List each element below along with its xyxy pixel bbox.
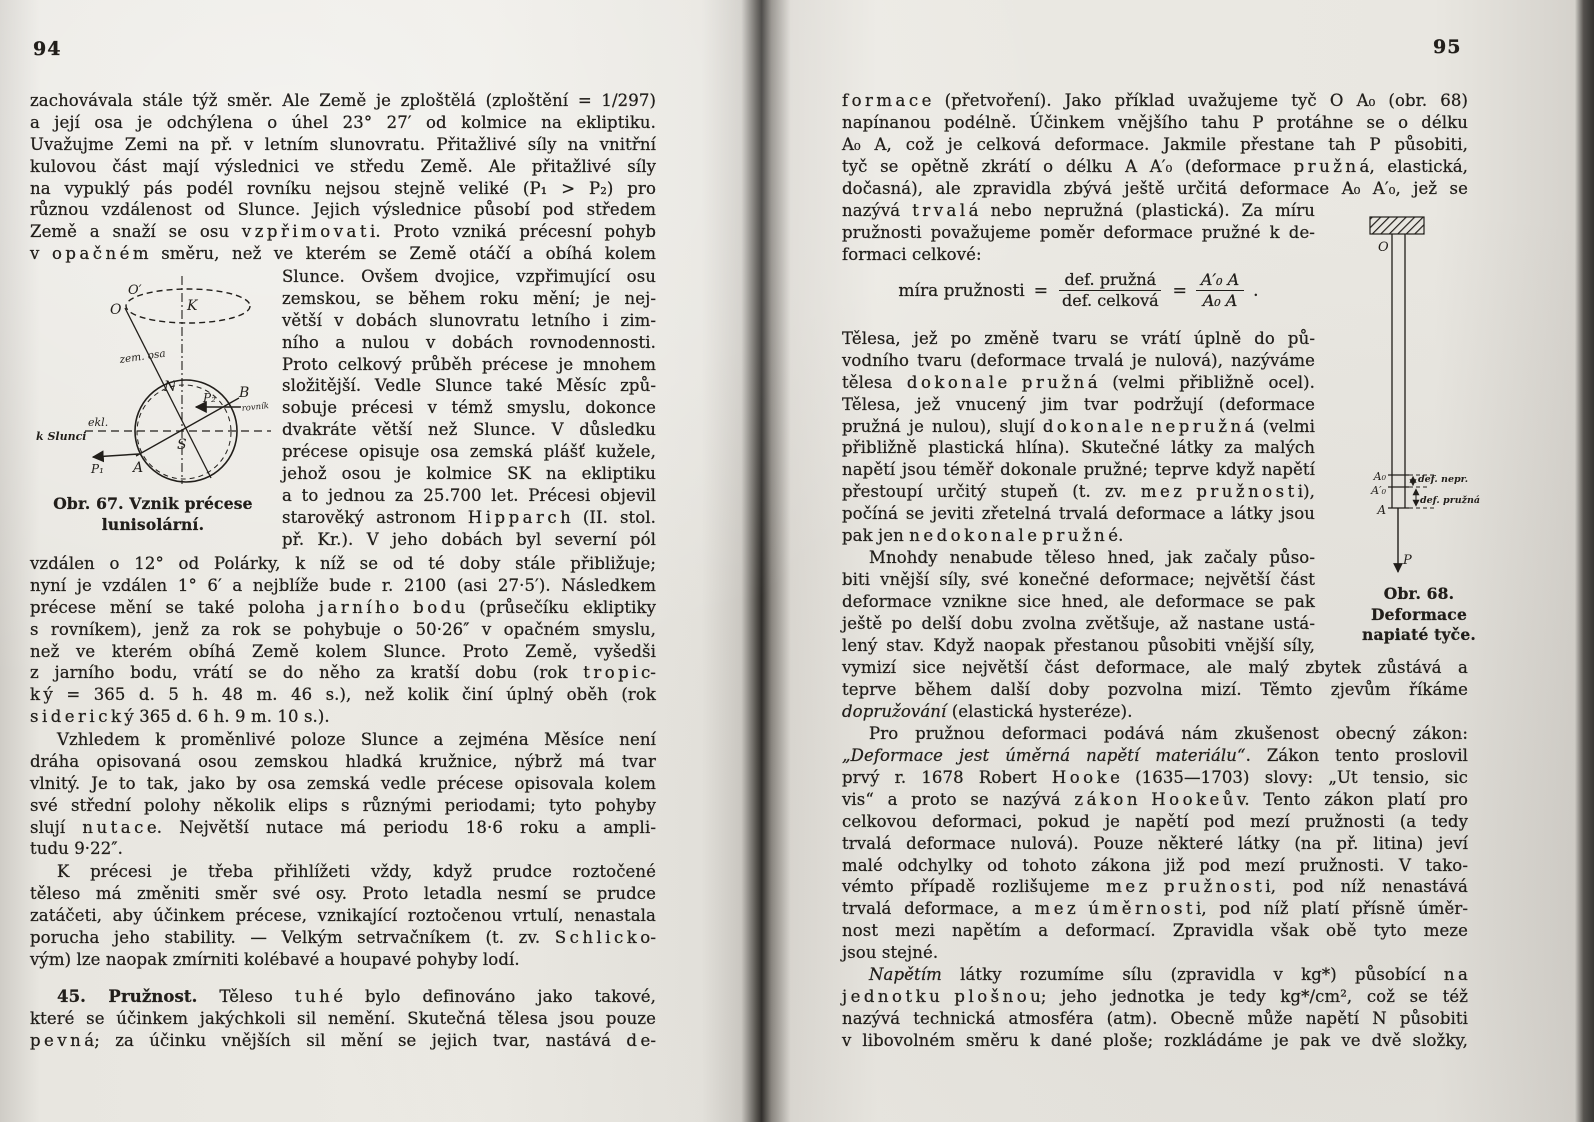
text-line: lunisolární. bbox=[101, 514, 205, 534]
text-line: přestoupí určitý stupeň (t. zv. m e z p r u ž n o s t i), bbox=[842, 482, 1315, 502]
fig67-label-b: B bbox=[239, 385, 250, 401]
text-line: Obr. 67. Vznik précese bbox=[53, 494, 253, 513]
text-line: starověký astronom H i p p a r c h (II. stol. bbox=[282, 507, 656, 527]
text-line: napínanou podélně. Účinkem vnějšího tahu P protáhne se o délku bbox=[842, 112, 1468, 132]
paragraph-delayed-deformation-narrow bbox=[842, 547, 1315, 656]
formula-denominator-def: def. celková bbox=[1061, 291, 1159, 310]
text-line bbox=[842, 745, 1468, 767]
text-line: tyč se opětně zkrátí o délku A A′₀ (deformace p r u ž n á, elastická, bbox=[842, 156, 1468, 176]
text-line: v o p a č n é m směru, než ve kterém se Země otáčí a obíhá kolem bbox=[30, 244, 656, 264]
fig67-label-o-prime: O′ bbox=[128, 283, 142, 298]
text-line: než ve kterém obíhá Země kolem Slunce. Proto Země, vyšedši bbox=[30, 641, 656, 661]
text-line: f o r m a c e (přetvoření). Jako příklad uvažujeme tyč O A₀ (obr. 68) bbox=[842, 91, 1468, 110]
text-line: trvalá deformace, a m e z ú m ě r n o s t i, pod níž platí přísně úměr- bbox=[842, 899, 1468, 919]
text-line: Pro pružnou deformaci podává nám zkušenost obecný zákon: bbox=[869, 724, 1468, 743]
text-line: nazývá technická atmosféra (atm). Obecně může napětí N působiti bbox=[842, 1008, 1468, 1028]
text-line: pružná je nulou), slují d o k o n a l e n e p r u ž n á (velmi bbox=[842, 416, 1315, 436]
text-line: př. Kr.). V jeho dobách byl severní pól bbox=[282, 529, 656, 549]
text-line: napiaté tyče. bbox=[1362, 625, 1476, 644]
section-heading-rest: Těleso t u h é bylo definováno jako takové, bbox=[197, 987, 657, 1006]
text-line: précese opisuje osa zemská plášť kužele, bbox=[282, 442, 656, 462]
force-p1-arrow bbox=[93, 454, 139, 457]
text-line: vzdálen o 12° od Polárky, k níž se od té doby stále přibližuje; bbox=[30, 554, 656, 573]
text-line: zachovávala stále týž směr. Ale Země je zploštělá (zploštění = 1/297) bbox=[30, 91, 656, 110]
fig67-label-n: N bbox=[164, 379, 177, 395]
text-line: jsou stejné. bbox=[842, 943, 939, 963]
text-line: zatáčeti, aby účinkem précese, vznikající roztočenou vrtulí, nenastala bbox=[30, 905, 656, 925]
fig67-label-equator: rovník bbox=[241, 401, 270, 414]
text-line: nazývá t r v a l á nebo nepružná (plastická). Za míru bbox=[842, 201, 1315, 220]
fig67-label-a: A bbox=[133, 460, 144, 476]
paragraph-deformation-narrow bbox=[842, 200, 1315, 266]
paragraph-deformation-full bbox=[842, 90, 1468, 199]
fig68-label-p: P bbox=[1403, 553, 1412, 568]
text-line: dvakráte větší než Slunce. V důsledku bbox=[282, 420, 656, 440]
text-line: slují n u t a c e. Největší nutace má periodu 18·6 roku a ampli- bbox=[30, 817, 656, 837]
fig68-label-o: O bbox=[1378, 240, 1389, 255]
paragraph-hooke-line1 bbox=[842, 723, 1468, 745]
paragraph-gyroscope bbox=[30, 861, 656, 970]
text-line: a to jednou za 25.700 let. Précesi objevil bbox=[282, 485, 656, 505]
text-line: Tělesa, jež po změně tvaru se vrátí úplně do pů- bbox=[842, 329, 1315, 348]
text-line: vymizí sice největší část deformace, ale malý zbytek zůstává a bbox=[842, 658, 1468, 677]
text-line: lený stav. Když naopak přestanou působiti vnější síly, bbox=[842, 635, 1315, 655]
text-line: složitější. Vedle Slunce také Měsíc způ- bbox=[282, 376, 656, 396]
text-line: těleso má změniti směr své osy. Proto letadla nesmí se prudce bbox=[30, 883, 656, 903]
fig68-label-def-nepr: def. nepr. bbox=[1418, 474, 1469, 485]
term-napetim: Napětím bbox=[869, 965, 942, 984]
text-line: dráha opisovaná osou zemskou hladká kružnice, nýbrž má tvar bbox=[30, 751, 656, 771]
earth-inner-dashed bbox=[137, 385, 231, 479]
text-line: z jarního bodu, vrátí se do něho za kratší dobu (rok t r o p i c- bbox=[30, 663, 656, 683]
text-line: p e v n á; za účinku vnějších sil mění se jejich tvar, nastává d e- bbox=[30, 1030, 656, 1050]
text-line: ještě po delší dobu zvolna zvětšuje, až nastane ustá- bbox=[842, 613, 1315, 633]
paragraph-hysteresis-lastline bbox=[842, 701, 1468, 723]
text-line: k ý = 365 d. 5 h. 48 m. 46 s.), než kolik činí úplný oběh (rok bbox=[30, 685, 656, 705]
paragraph-perfectly-elastic bbox=[842, 328, 1315, 547]
paragraph-nutation bbox=[30, 729, 656, 860]
ceiling-block bbox=[1370, 217, 1424, 234]
paragraph-delayed-deformation-full bbox=[842, 657, 1468, 701]
text-line: zemskou, se během roku mění; je nej- bbox=[282, 288, 656, 308]
elasticity-formula bbox=[842, 270, 1315, 311]
text-line: pružnosti považujeme poměr deformace pružné k de- bbox=[842, 222, 1315, 242]
section-heading: 45. Pružnost. bbox=[57, 987, 198, 1006]
hooke-law-rest: . Zákon tento proslovil bbox=[1245, 746, 1468, 765]
figure-67 bbox=[28, 270, 278, 535]
text-line: Vzhledem k proměnlivé poloze Slunce a zejména Měsíce není bbox=[57, 730, 656, 749]
text-line: a její osa je odchýlena o úhel 23° 27′ od kolmice na ekliptiku. bbox=[30, 112, 656, 132]
text-line: deformace vznikne sice hned, ale deformace se pak bbox=[842, 591, 1315, 611]
paragraph-hooke-rest bbox=[842, 767, 1468, 964]
text-line: K précesi je třeba přihlížeti vždy, když prudce roztočené bbox=[57, 862, 656, 881]
text-line: porucha jeho stability. — Velkým setrvačníkem (t. zv. S c h l i c k o- bbox=[30, 927, 656, 947]
figure-68 bbox=[1355, 208, 1490, 646]
text-line: Mnohdy nenabude těleso hned, jak začaly půso- bbox=[869, 548, 1315, 567]
fig68-label-def-pruzna: def. pružná bbox=[1420, 495, 1481, 506]
text-line: vis“ a proto se nazývá z á k o n H o o k e ů v. Tento zákon platí pro bbox=[842, 789, 1468, 809]
fig67-label-s: S bbox=[177, 437, 187, 453]
formula-equals: = bbox=[1172, 280, 1187, 301]
text-line: přibližně plastická hlína). Skutečné látky za malých bbox=[842, 438, 1315, 458]
text-line: nyní je vzdálen 1° 6′ a nejblíže bude r. 2100 (asi 27·5′). Následkem bbox=[30, 575, 656, 595]
figure-68-caption bbox=[1345, 584, 1493, 646]
text-line: které se účinkem jakýchkoli sil nemění. Skutečná tělesa jsou pouze bbox=[30, 1009, 656, 1028]
fig67-label-p1: P₁ bbox=[91, 462, 104, 476]
text-line: A₀ A, což je celková deformace. Jakmile přestane tah P působiti, bbox=[842, 134, 1468, 154]
paragraph-elasticity-intro bbox=[30, 1008, 656, 1052]
text-line: kulovou část mají výslednici ve středu Země. Ale přitažlivé síly bbox=[30, 156, 656, 176]
fig67-label-axis: zem. osa bbox=[118, 347, 167, 366]
page-number-left: 94 bbox=[33, 38, 62, 60]
text-line: tělesa d o k o n a l e p r u ž n á (velmi přibližně ocel). bbox=[842, 372, 1315, 392]
text-line: Obr. 68. bbox=[1383, 584, 1455, 603]
formula-fraction-def bbox=[1057, 270, 1164, 311]
figure-67-diagram bbox=[28, 270, 278, 490]
paragraph-pole-motion bbox=[30, 553, 656, 728]
text-line: trvalá deformace nulová). Pouze některé látky (na př. litina) jeví bbox=[842, 833, 1468, 853]
text-line: Uvažujme Zemi na př. v letním slunovratu. Přitažlivé síly na vnitřní bbox=[30, 134, 656, 154]
text-line bbox=[30, 986, 656, 1008]
fig68-label-a0-prime: A′₀ bbox=[1371, 484, 1386, 497]
fig67-label-to-sun: k Slunci bbox=[36, 430, 87, 443]
text-line: počíná se jeviti zřetelná trvalá deformace a látky jsou bbox=[842, 504, 1315, 524]
text-line bbox=[842, 964, 1468, 986]
text-line: j e d n o t k u p l o š n o u; jeho jednotka je tedy kg*/cm², což se též bbox=[842, 987, 1468, 1006]
fig67-label-k: K bbox=[187, 298, 198, 314]
text-line: v libovolném směru k dané ploše; rozkládáme je pak ve dvě složky, bbox=[842, 1030, 1468, 1050]
text-line: napětí jsou téměř dokonale pružné; teprve když napětí bbox=[842, 460, 1315, 480]
text-line: biti vnější síly, své konečné deformace; největší část bbox=[842, 569, 1315, 589]
text-line: précese mění se také poloha j a r n í h o b o d u (průsečíku ekliptiky bbox=[30, 597, 656, 617]
paragraph-stress-line1 bbox=[842, 964, 1468, 986]
text-line: své střední polohy několik elips s různými periodami; tyto pohyby bbox=[30, 795, 656, 815]
hysteresis-rest: (elastická hysteréze). bbox=[946, 702, 1133, 721]
text-line: vým) lze naopak zmírniti kolébavé a houpavé pohyby lodí. bbox=[30, 949, 520, 969]
text-line: s i d e r i c k ý 365 d. 6 h. 9 m. 10 s.). bbox=[30, 707, 330, 727]
text-line: různou vzdálenost od Slunce. Jejich výslednice působí pod středem bbox=[30, 200, 656, 220]
text-line bbox=[842, 701, 1468, 723]
fig67-label-o: O bbox=[110, 302, 122, 318]
text-line: Země a snaží se osu v z p ř i m o v a t i. Proto vzniká précesní pohyb bbox=[30, 222, 656, 242]
text-line: prvý r. 1678 Robert H o o k e (1635—1703) slovy: „Ut tensio, sic bbox=[842, 768, 1468, 787]
figure-67-caption bbox=[28, 494, 278, 535]
paragraph-stress-rest bbox=[842, 986, 1468, 1052]
text-line: nost mezi napětím a deformací. Zpravidla však obě tyto meze bbox=[842, 921, 1468, 941]
fig68-label-a: A bbox=[1377, 503, 1386, 517]
section-45-heading-line bbox=[30, 986, 656, 1008]
text-line: vodního tvaru (deformace trvalá je nulová), nazýváme bbox=[842, 350, 1315, 370]
text-line: vlnitý. Je to tak, jako by osa zemská vedle précese opisovala kolem bbox=[30, 773, 656, 793]
figure-68-diagram bbox=[1355, 208, 1490, 580]
fig67-label-ekl: ekl. bbox=[88, 416, 109, 429]
hooke-law-quote: „Deformace jest úměrná napětí materiálu“ bbox=[842, 746, 1246, 765]
text-line: Deformace bbox=[1370, 604, 1468, 624]
text-line: formaci celkové: bbox=[842, 244, 982, 264]
text-line: na vypuklý pás podél rovníku nejsou stejně veliké (P₁ > P₂) pro bbox=[30, 178, 656, 198]
text-line: sobuje précesi v témž smyslu, dokonce bbox=[282, 398, 656, 418]
paragraph-hooke-line2 bbox=[842, 745, 1468, 767]
text-line: Tělesa, jež vnucený jim tvar podržují (deformace bbox=[842, 394, 1315, 414]
text-line: Slunce. Ovšem dvojice, vzpřimující osu bbox=[282, 267, 656, 286]
formula-denominator-sym: A₀ A bbox=[1202, 291, 1238, 310]
formula-lhs: míra pružnosti bbox=[898, 280, 1025, 301]
formula-period: . bbox=[1253, 280, 1259, 301]
formula-numerator-sym: A′₀ A bbox=[1196, 270, 1244, 291]
paragraph-precession-intro bbox=[30, 90, 656, 265]
formula-numerator-def: def. pružná bbox=[1059, 270, 1161, 291]
paragraph-precession-wrap bbox=[282, 266, 656, 551]
text-line: malé odchylky od tohoto zákona již pod mezí pružnosti. V tako- bbox=[842, 855, 1468, 875]
fig68-label-a0: A₀ bbox=[1373, 470, 1386, 483]
term-dopruzovani: dopružování bbox=[842, 702, 947, 721]
page-number-right: 95 bbox=[1433, 36, 1462, 58]
text-line: jehož osou je kolmice SK na ekliptiku bbox=[282, 464, 656, 484]
text-line: s rovníkem), jenž za rok se pohybuje o 50·26″ v opačném smyslu, bbox=[30, 619, 656, 639]
fig67-label-p2: P₂ bbox=[203, 391, 216, 405]
formula-fraction-symbols bbox=[1196, 270, 1244, 311]
formula-equals: = bbox=[1033, 280, 1048, 301]
text-line: teprve během další doby pozvolna mizí. Těmto zjevům říkáme bbox=[842, 679, 1468, 699]
text-line: tudu 9·22″. bbox=[30, 839, 123, 859]
text-line: dočasná), ale zpravidla zbývá ještě určitá deformace A₀ A′₀, jež se bbox=[842, 178, 1468, 198]
text-line: celkovou deformaci, pokud je napětí pod mezí pružnosti (a tedy bbox=[842, 811, 1468, 831]
stress-rest: látky rozumíme sílu (zpravidla v kg*) působící n a bbox=[941, 965, 1468, 984]
text-line: ního a nulou v dobách rovnodennosti. bbox=[282, 332, 656, 352]
text-line: pak jen n e d o k o n a l e p r u ž n é. bbox=[842, 526, 1124, 546]
text-line: větší v dobách slunovratu letního i zim- bbox=[282, 310, 656, 330]
text-line: vémto případě rozlišujeme m e z p r u ž n o s t i, pod níž nenastává bbox=[842, 877, 1468, 897]
text-line: Proto celkový průběh précese je mnohem bbox=[282, 354, 656, 374]
